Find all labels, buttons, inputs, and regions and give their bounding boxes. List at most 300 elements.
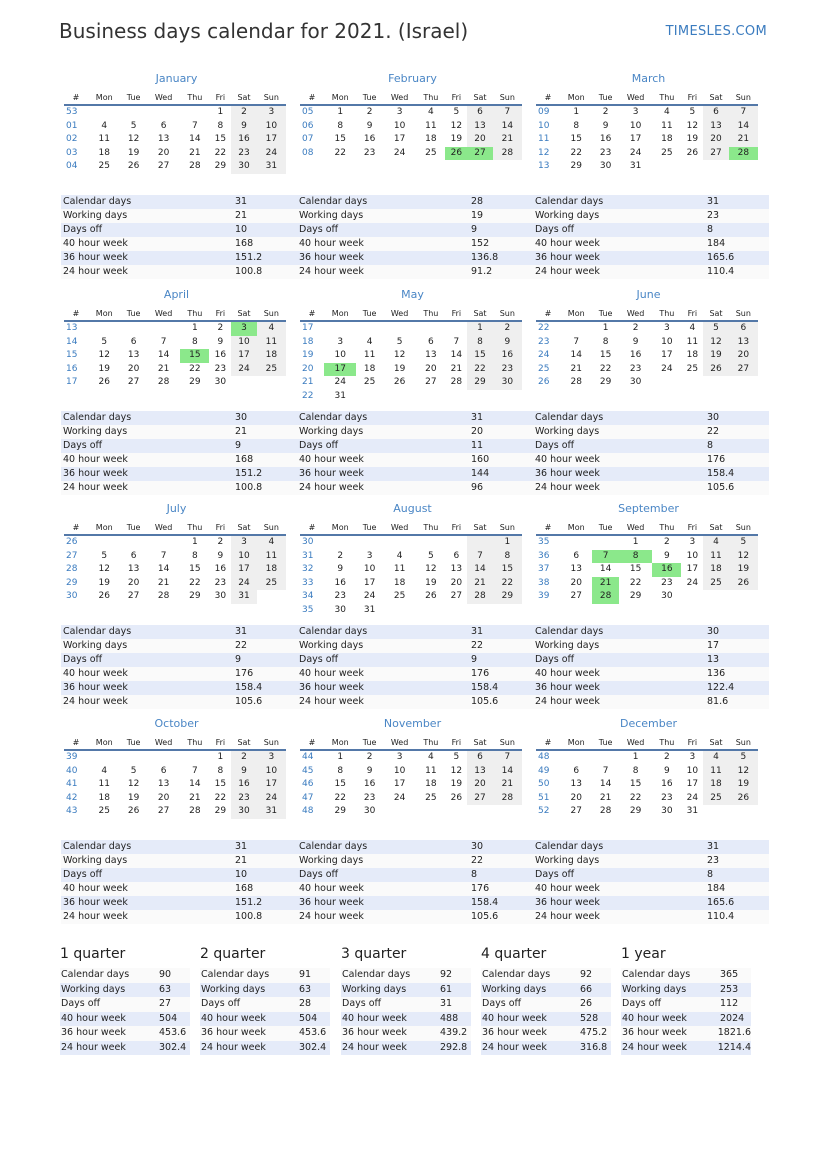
- day-cell[interactable]: 11: [686, 336, 699, 347]
- day-cell[interactable]: 11: [661, 120, 673, 131]
- day-cell[interactable]: 9: [366, 765, 373, 776]
- day-cell[interactable]: 29: [214, 161, 227, 171]
- day-cell[interactable]: 21: [599, 792, 612, 803]
- day-cell[interactable]: 23: [214, 577, 227, 588]
- day-cell[interactable]: 11: [703, 765, 728, 779]
- day-cell[interactable]: 27: [157, 806, 170, 816]
- day-cell[interactable]: 18: [703, 563, 728, 577]
- day-cell[interactable]: 1: [467, 321, 492, 336]
- day-cell[interactable]: 16: [231, 778, 256, 792]
- day-cell[interactable]: 30: [661, 591, 673, 601]
- day-cell[interactable]: 14: [570, 350, 582, 360]
- day-cell[interactable]: 13: [425, 350, 437, 360]
- day-cell[interactable]: 18: [257, 349, 286, 363]
- day-cell[interactable]: 26: [445, 147, 467, 161]
- day-cell[interactable]: 27: [425, 377, 437, 387]
- day-cell[interactable]: 21: [157, 363, 170, 374]
- day-cell[interactable]: 17: [363, 577, 376, 588]
- day-cell[interactable]: 30: [363, 806, 376, 816]
- day-cell[interactable]: 12: [729, 765, 758, 779]
- day-cell[interactable]: 23: [334, 591, 346, 601]
- day-cell[interactable]: 6: [160, 765, 167, 776]
- day-cell[interactable]: 17: [393, 779, 406, 789]
- day-cell[interactable]: 9: [632, 336, 639, 347]
- day-cell[interactable]: 10: [393, 765, 406, 776]
- day-cell[interactable]: 13: [729, 336, 758, 350]
- day-cell[interactable]: 2: [602, 107, 609, 117]
- day-cell[interactable]: 7: [467, 550, 492, 564]
- day-cell[interactable]: 1: [337, 752, 344, 762]
- day-cell[interactable]: 31: [257, 805, 286, 819]
- day-cell[interactable]: 10: [231, 336, 256, 350]
- day-cell[interactable]: 24: [686, 577, 699, 588]
- day-cell[interactable]: 9: [602, 120, 609, 131]
- day-cell[interactable]: 14: [189, 134, 201, 144]
- day-cell[interactable]: 11: [257, 336, 286, 350]
- day-cell[interactable]: 20: [127, 577, 140, 588]
- day-cell[interactable]: 6: [573, 765, 580, 776]
- day-cell[interactable]: 20: [157, 792, 170, 803]
- day-cell[interactable]: 27: [450, 591, 463, 601]
- day-cell[interactable]: 31: [334, 390, 346, 401]
- day-cell[interactable]: 18: [425, 134, 437, 144]
- day-cell[interactable]: 26: [425, 591, 437, 601]
- day-cell[interactable]: 15: [570, 134, 582, 144]
- day-cell[interactable]: 22: [214, 147, 227, 158]
- day-cell[interactable]: 25: [98, 161, 110, 171]
- day-cell[interactable]: 15: [180, 349, 209, 363]
- day-cell[interactable]: 28: [157, 591, 170, 601]
- day-cell[interactable]: 12: [127, 134, 140, 144]
- day-cell[interactable]: 1: [191, 323, 198, 333]
- day-cell[interactable]: 29: [599, 377, 612, 387]
- day-cell[interactable]: 10: [363, 564, 376, 574]
- day-cell[interactable]: 14: [493, 120, 522, 134]
- day-cell[interactable]: 1: [632, 537, 639, 547]
- day-cell[interactable]: 20: [127, 363, 140, 374]
- day-cell[interactable]: 20: [450, 577, 463, 588]
- day-cell[interactable]: 25: [703, 792, 728, 806]
- day-cell[interactable]: 24: [393, 792, 406, 803]
- day-cell[interactable]: 15: [214, 779, 227, 789]
- day-cell[interactable]: 8: [337, 120, 344, 131]
- day-cell[interactable]: 8: [602, 336, 609, 347]
- day-cell[interactable]: 11: [425, 120, 437, 131]
- day-cell[interactable]: 15: [334, 779, 346, 789]
- day-cell[interactable]: 6: [729, 321, 758, 336]
- day-cell[interactable]: 3: [337, 336, 344, 347]
- day-cell[interactable]: 3: [632, 107, 639, 117]
- day-cell[interactable]: 22: [467, 363, 492, 377]
- day-cell[interactable]: 19: [686, 134, 699, 144]
- day-cell[interactable]: 5: [101, 550, 108, 561]
- day-cell[interactable]: 16: [363, 779, 376, 789]
- day-cell[interactable]: 10: [686, 550, 699, 561]
- day-cell[interactable]: 12: [393, 350, 406, 360]
- day-cell[interactable]: 21: [729, 133, 758, 147]
- day-cell[interactable]: 28: [570, 377, 582, 387]
- day-cell[interactable]: 18: [703, 778, 728, 792]
- day-cell[interactable]: 1: [602, 323, 609, 333]
- day-cell[interactable]: 9: [663, 765, 670, 776]
- day-cell[interactable]: 2: [231, 105, 256, 120]
- day-cell[interactable]: 4: [689, 323, 696, 333]
- day-cell[interactable]: 3: [257, 750, 286, 765]
- day-cell[interactable]: 5: [703, 321, 728, 336]
- day-cell[interactable]: 4: [257, 321, 286, 336]
- day-cell[interactable]: 21: [450, 363, 463, 374]
- day-cell[interactable]: 25: [686, 363, 699, 374]
- day-cell[interactable]: 23: [231, 792, 256, 806]
- day-cell[interactable]: 24: [629, 147, 642, 158]
- day-cell[interactable]: 11: [703, 550, 728, 564]
- day-cell[interactable]: 3: [257, 105, 286, 120]
- day-cell[interactable]: 15: [334, 134, 346, 144]
- day-cell[interactable]: 16: [661, 779, 673, 789]
- day-cell[interactable]: 26: [686, 147, 699, 158]
- day-cell[interactable]: 23: [214, 363, 227, 374]
- day-cell[interactable]: 6: [467, 750, 492, 765]
- day-cell[interactable]: 23: [661, 577, 673, 588]
- day-cell[interactable]: 27: [570, 591, 582, 601]
- day-cell[interactable]: 24: [231, 363, 256, 377]
- day-cell[interactable]: 15: [629, 779, 642, 789]
- day-cell[interactable]: 6: [130, 336, 137, 347]
- day-cell[interactable]: 13: [127, 564, 140, 574]
- day-cell[interactable]: 16: [214, 350, 227, 360]
- day-cell[interactable]: 28: [450, 377, 463, 387]
- day-cell[interactable]: 14: [450, 350, 463, 360]
- day-cell[interactable]: 26: [127, 161, 140, 171]
- day-cell[interactable]: 6: [467, 105, 492, 120]
- day-cell[interactable]: 17: [257, 133, 286, 147]
- day-cell[interactable]: 5: [729, 535, 758, 550]
- day-cell[interactable]: 7: [602, 765, 609, 776]
- day-cell[interactable]: 9: [231, 765, 256, 779]
- day-cell[interactable]: 3: [231, 321, 256, 336]
- day-cell[interactable]: 13: [467, 120, 492, 134]
- day-cell[interactable]: 30: [231, 160, 256, 174]
- day-cell[interactable]: 17: [257, 778, 286, 792]
- day-cell[interactable]: 20: [570, 792, 582, 803]
- day-cell[interactable]: 3: [396, 107, 403, 117]
- day-cell[interactable]: 30: [661, 806, 673, 816]
- day-cell[interactable]: 2: [231, 750, 256, 765]
- day-cell[interactable]: 12: [450, 765, 463, 776]
- day-cell[interactable]: 1: [632, 752, 639, 762]
- day-cell[interactable]: 22: [189, 577, 201, 588]
- day-cell[interactable]: 31: [686, 806, 699, 816]
- day-cell[interactable]: 10: [231, 550, 256, 564]
- day-cell[interactable]: 6: [453, 550, 460, 561]
- day-cell[interactable]: 26: [729, 577, 758, 591]
- day-cell[interactable]: 18: [257, 563, 286, 577]
- day-cell[interactable]: 18: [661, 134, 673, 144]
- day-cell[interactable]: 20: [425, 363, 437, 374]
- day-cell[interactable]: 22: [214, 792, 227, 803]
- day-cell[interactable]: 7: [191, 120, 198, 131]
- day-cell[interactable]: 18: [393, 577, 406, 588]
- day-cell[interactable]: 4: [366, 336, 373, 347]
- day-cell[interactable]: 15: [629, 564, 642, 574]
- day-cell[interactable]: 25: [257, 363, 286, 377]
- day-cell[interactable]: 29: [189, 591, 201, 601]
- day-cell[interactable]: 7: [160, 550, 167, 561]
- day-cell[interactable]: 15: [189, 564, 201, 574]
- day-cell[interactable]: 3: [663, 323, 670, 333]
- day-cell[interactable]: 12: [703, 336, 728, 350]
- day-cell[interactable]: 30: [599, 161, 612, 171]
- day-cell[interactable]: 11: [98, 134, 110, 144]
- brand-link[interactable]: TIMESLES.COM: [665, 24, 767, 39]
- day-cell[interactable]: 23: [363, 792, 376, 803]
- day-cell[interactable]: 24: [393, 147, 406, 158]
- day-cell[interactable]: 9: [663, 550, 670, 561]
- day-cell[interactable]: 29: [629, 591, 642, 601]
- day-cell[interactable]: 13: [570, 779, 582, 789]
- day-cell[interactable]: 19: [703, 349, 728, 363]
- day-cell[interactable]: 14: [599, 779, 612, 789]
- day-cell[interactable]: 26: [98, 591, 110, 601]
- day-cell[interactable]: 27: [467, 147, 492, 161]
- day-cell[interactable]: 30: [493, 376, 522, 390]
- day-cell[interactable]: 30: [334, 604, 346, 615]
- day-cell[interactable]: 22: [334, 792, 346, 803]
- day-cell[interactable]: 5: [453, 752, 460, 762]
- day-cell[interactable]: 22: [570, 147, 582, 158]
- day-cell[interactable]: 21: [493, 778, 522, 792]
- day-cell[interactable]: 5: [689, 107, 696, 117]
- day-cell[interactable]: 29: [214, 806, 227, 816]
- day-cell[interactable]: 5: [729, 750, 758, 765]
- day-cell[interactable]: 18: [98, 792, 110, 803]
- day-cell[interactable]: 3: [396, 752, 403, 762]
- day-cell[interactable]: 15: [467, 349, 492, 363]
- day-cell[interactable]: 28: [493, 792, 522, 806]
- day-cell[interactable]: 14: [493, 765, 522, 779]
- day-cell[interactable]: 26: [703, 363, 728, 377]
- day-cell[interactable]: 29: [334, 806, 346, 816]
- day-cell[interactable]: 22: [189, 363, 201, 374]
- day-cell[interactable]: 10: [257, 120, 286, 134]
- day-cell[interactable]: 21: [592, 577, 618, 591]
- day-cell[interactable]: 14: [157, 564, 170, 574]
- day-cell[interactable]: 19: [729, 778, 758, 792]
- day-cell[interactable]: 7: [493, 105, 522, 120]
- day-cell[interactable]: 24: [334, 377, 346, 387]
- day-cell[interactable]: 14: [599, 564, 612, 574]
- day-cell[interactable]: 16: [599, 134, 612, 144]
- day-cell[interactable]: 3: [689, 752, 696, 762]
- day-cell[interactable]: 17: [686, 564, 699, 574]
- day-cell[interactable]: 11: [393, 564, 406, 574]
- day-cell[interactable]: 28: [157, 377, 170, 387]
- day-cell[interactable]: 21: [493, 133, 522, 147]
- day-cell[interactable]: 14: [467, 563, 492, 577]
- day-cell[interactable]: 23: [629, 363, 642, 374]
- day-cell[interactable]: 5: [453, 107, 460, 117]
- day-cell[interactable]: 30: [214, 377, 227, 387]
- day-cell[interactable]: 10: [661, 336, 673, 347]
- day-cell[interactable]: 6: [130, 550, 137, 561]
- day-cell[interactable]: 19: [450, 779, 463, 789]
- day-cell[interactable]: 10: [629, 120, 642, 131]
- day-cell[interactable]: 2: [493, 321, 522, 336]
- day-cell[interactable]: 7: [493, 750, 522, 765]
- day-cell[interactable]: 16: [334, 577, 346, 588]
- day-cell[interactable]: 27: [157, 161, 170, 171]
- day-cell[interactable]: 5: [130, 120, 137, 131]
- day-cell[interactable]: 6: [160, 120, 167, 131]
- day-cell[interactable]: 8: [217, 120, 224, 131]
- day-cell[interactable]: 16: [493, 349, 522, 363]
- day-cell[interactable]: 25: [661, 147, 673, 158]
- day-cell[interactable]: 24: [661, 363, 673, 374]
- day-cell[interactable]: 11: [425, 765, 437, 776]
- day-cell[interactable]: 7: [573, 336, 580, 347]
- day-cell[interactable]: 5: [396, 336, 403, 347]
- day-cell[interactable]: 1: [191, 537, 198, 547]
- day-cell[interactable]: 28: [189, 161, 201, 171]
- day-cell[interactable]: 22: [629, 792, 642, 803]
- day-cell[interactable]: 8: [217, 765, 224, 776]
- day-cell[interactable]: 3: [231, 535, 256, 550]
- day-cell[interactable]: 14: [157, 350, 170, 360]
- day-cell[interactable]: 4: [703, 750, 728, 765]
- day-cell[interactable]: 19: [127, 147, 140, 158]
- day-cell[interactable]: 28: [592, 590, 618, 604]
- day-cell[interactable]: 12: [450, 120, 463, 131]
- day-cell[interactable]: 19: [729, 563, 758, 577]
- day-cell[interactable]: 9: [217, 550, 224, 561]
- day-cell[interactable]: 16: [652, 563, 681, 577]
- day-cell[interactable]: 30: [231, 805, 256, 819]
- day-cell[interactable]: 4: [257, 535, 286, 550]
- day-cell[interactable]: 14: [189, 779, 201, 789]
- day-cell[interactable]: 8: [191, 550, 198, 561]
- day-cell[interactable]: 13: [127, 350, 140, 360]
- day-cell[interactable]: 12: [729, 550, 758, 564]
- day-cell[interactable]: 26: [729, 792, 758, 806]
- day-cell[interactable]: 19: [98, 577, 110, 588]
- day-cell[interactable]: 30: [214, 591, 227, 601]
- day-cell[interactable]: 21: [467, 577, 492, 591]
- day-cell[interactable]: 17: [324, 363, 356, 377]
- day-cell[interactable]: 15: [214, 134, 227, 144]
- day-cell[interactable]: 28: [729, 147, 758, 161]
- day-cell[interactable]: 1: [493, 535, 522, 550]
- day-cell[interactable]: 25: [98, 806, 110, 816]
- day-cell[interactable]: 4: [396, 550, 403, 561]
- day-cell[interactable]: 24: [257, 792, 286, 806]
- day-cell[interactable]: 28: [467, 590, 492, 604]
- day-cell[interactable]: 31: [257, 160, 286, 174]
- day-cell[interactable]: 25: [425, 147, 437, 158]
- day-cell[interactable]: 28: [189, 806, 201, 816]
- day-cell[interactable]: 10: [686, 765, 699, 776]
- day-cell[interactable]: 15: [599, 350, 612, 360]
- day-cell[interactable]: 8: [632, 765, 639, 776]
- day-cell[interactable]: 15: [493, 563, 522, 577]
- day-cell[interactable]: 17: [661, 350, 673, 360]
- day-cell[interactable]: 13: [703, 120, 728, 134]
- day-cell[interactable]: 25: [425, 792, 437, 803]
- day-cell[interactable]: 22: [629, 577, 642, 588]
- day-cell[interactable]: 12: [686, 120, 699, 131]
- day-cell[interactable]: 22: [334, 147, 346, 158]
- day-cell[interactable]: 9: [217, 336, 224, 347]
- day-cell[interactable]: 19: [425, 577, 437, 588]
- day-cell[interactable]: 25: [393, 591, 406, 601]
- day-cell[interactable]: 30: [629, 377, 642, 387]
- day-cell[interactable]: 7: [592, 550, 618, 564]
- day-cell[interactable]: 26: [98, 377, 110, 387]
- day-cell[interactable]: 2: [663, 752, 670, 762]
- day-cell[interactable]: 5: [427, 550, 434, 561]
- day-cell[interactable]: 22: [493, 577, 522, 591]
- day-cell[interactable]: 9: [366, 120, 373, 131]
- day-cell[interactable]: 2: [217, 323, 224, 333]
- day-cell[interactable]: 8: [493, 550, 522, 564]
- day-cell[interactable]: 5: [130, 765, 137, 776]
- day-cell[interactable]: 23: [493, 363, 522, 377]
- day-cell[interactable]: 8: [619, 550, 653, 564]
- day-cell[interactable]: 10: [334, 350, 346, 360]
- day-cell[interactable]: 17: [686, 779, 699, 789]
- day-cell[interactable]: 12: [127, 779, 140, 789]
- day-cell[interactable]: 17: [393, 134, 406, 144]
- day-cell[interactable]: 2: [366, 752, 373, 762]
- day-cell[interactable]: 28: [599, 806, 612, 816]
- day-cell[interactable]: 16: [214, 564, 227, 574]
- day-cell[interactable]: 18: [425, 779, 437, 789]
- day-cell[interactable]: 20: [467, 133, 492, 147]
- day-cell[interactable]: 21: [189, 147, 201, 158]
- day-cell[interactable]: 27: [570, 806, 582, 816]
- day-cell[interactable]: 11: [98, 779, 110, 789]
- day-cell[interactable]: 10: [393, 120, 406, 131]
- day-cell[interactable]: 6: [573, 550, 580, 561]
- day-cell[interactable]: 19: [450, 134, 463, 144]
- day-cell[interactable]: 26: [450, 792, 463, 803]
- day-cell[interactable]: 4: [703, 535, 728, 550]
- day-cell[interactable]: 11: [257, 550, 286, 564]
- day-cell[interactable]: 14: [729, 120, 758, 134]
- day-cell[interactable]: 24: [686, 792, 699, 803]
- day-cell[interactable]: 29: [467, 376, 492, 390]
- day-cell[interactable]: 25: [257, 577, 286, 591]
- day-cell[interactable]: 4: [427, 752, 434, 762]
- day-cell[interactable]: 13: [157, 134, 170, 144]
- day-cell[interactable]: 13: [467, 765, 492, 779]
- day-cell[interactable]: 31: [629, 161, 642, 171]
- day-cell[interactable]: 21: [189, 792, 201, 803]
- day-cell[interactable]: 20: [703, 133, 728, 147]
- day-cell[interactable]: 6: [703, 105, 728, 120]
- day-cell[interactable]: 9: [337, 564, 344, 574]
- day-cell[interactable]: 26: [127, 806, 140, 816]
- day-cell[interactable]: 13: [157, 779, 170, 789]
- day-cell[interactable]: 20: [157, 147, 170, 158]
- day-cell[interactable]: 28: [493, 147, 522, 161]
- day-cell[interactable]: 12: [98, 350, 110, 360]
- day-cell[interactable]: 7: [729, 105, 758, 120]
- day-cell[interactable]: 17: [231, 349, 256, 363]
- day-cell[interactable]: 19: [98, 363, 110, 374]
- day-cell[interactable]: 24: [257, 147, 286, 161]
- day-cell[interactable]: 24: [363, 591, 376, 601]
- day-cell[interactable]: 31: [363, 604, 376, 615]
